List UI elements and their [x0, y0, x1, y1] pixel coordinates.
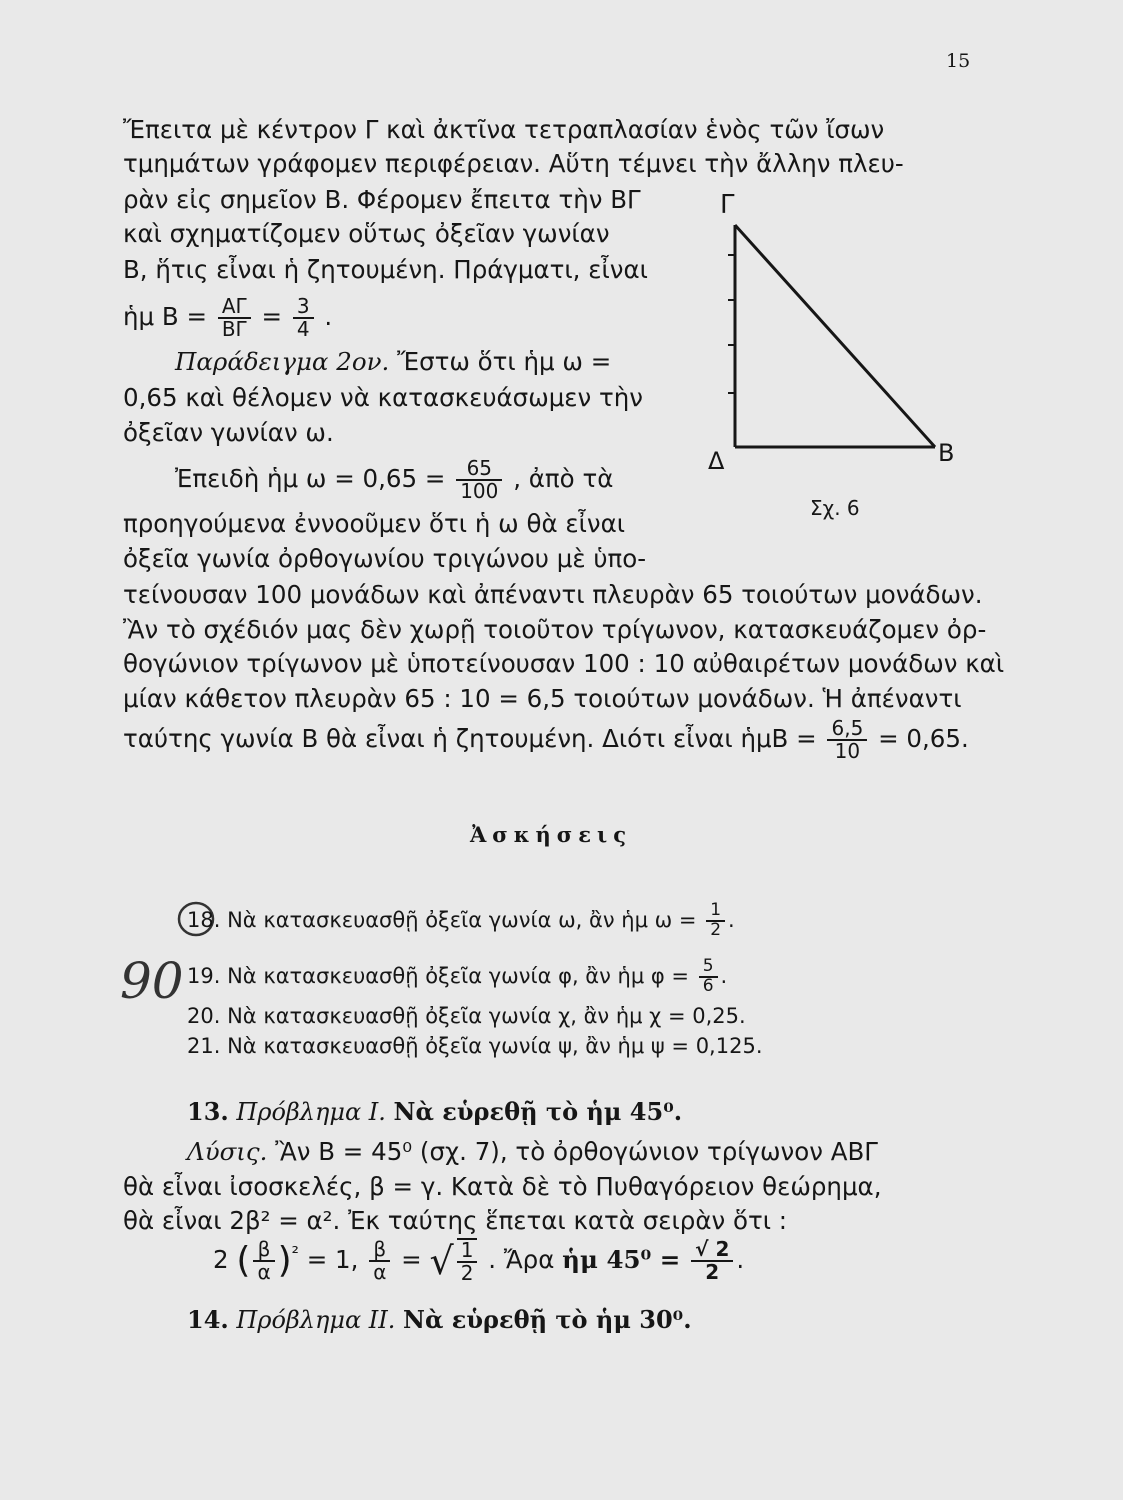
equals-one: = 1, — [306, 1245, 359, 1274]
exercise-text: Νὰ κατασκευασθῇ ὀξεῖα γωνία ω, ἂν ἡμ ω = — [227, 907, 697, 932]
exercise-text: Νὰ κατασκευασθῇ ὀξεῖα γωνία φ, ἂν ἡμ φ = — [227, 963, 690, 988]
denominator: ΒΓ — [221, 317, 247, 341]
example-line — [175, 347, 612, 376]
text-line: προηγούμενα ἐννοοῦμεν ὅτι ἡ ω θὰ εἶναι — [123, 509, 626, 538]
text-line: τμημάτων γράφομεν περιφέρειαν. Αὕτη τέμνει τὴν ἄλλην πλευ- — [123, 149, 904, 178]
text-line: Ἂν τὸ σχέδιόν μας δὲν χωρῇ τοιοῦτον τρίγωνον, κατασκευάζομεν ὀρ- — [123, 615, 987, 644]
exercise-item — [187, 958, 727, 996]
formula-prefix: Ἐπειδὴ ἡμ ω = 0,65 = — [175, 464, 446, 493]
example-label: Παράδειγμα 2ον. — [175, 347, 390, 376]
fraction — [706, 902, 725, 940]
numerator: 3 — [293, 296, 314, 319]
numerator: 1 — [706, 902, 725, 922]
fraction — [293, 296, 314, 340]
text-line: Β, ἥτις εἶναι ἡ ζητουμένη. Πράγματι, εἶναι — [123, 255, 648, 284]
formula-end: , ἀπὸ τὰ — [513, 464, 614, 493]
exercise-item — [187, 902, 735, 940]
text-line: θὰ εἶναι 2β² = α². Ἐκ ταύτης ἕπεται κατὰ σειρὰν ὅτι : — [123, 1206, 788, 1235]
fraction — [253, 1239, 274, 1283]
solution-text: Ἂν Β = 45⁰ (σχ. 7), τὸ ὀρθογώνιον τρίγωνον ΑΒΓ — [275, 1137, 878, 1166]
paren-open: ( — [236, 1240, 251, 1281]
example-text: Ἔστω ὅτι ἡμ ω = — [397, 347, 612, 376]
exercise-item — [187, 1036, 763, 1057]
fraction — [827, 718, 867, 762]
exercise-number: 20. — [187, 1004, 221, 1028]
formula-line — [175, 458, 613, 502]
fraction — [218, 296, 251, 340]
problem-label: Πρόβλημα II. — [236, 1306, 396, 1334]
fraction — [369, 1239, 390, 1283]
solution-line — [187, 1137, 878, 1166]
denominator: 2 — [460, 1261, 474, 1285]
exercise-number: 19. — [187, 963, 221, 988]
figure-caption: Σχ. 6 — [810, 496, 860, 520]
problem-number: 13. — [187, 1097, 229, 1126]
denominator: 6 — [702, 975, 714, 996]
numerator: 6,5 — [827, 718, 867, 741]
problem-title: Νὰ εὑρεθῇ τὸ ἡμ 30⁰. — [403, 1305, 692, 1334]
exercise-end: . — [720, 963, 728, 988]
exercise-number: 18. — [187, 907, 221, 932]
denominator: 2 — [710, 919, 722, 940]
formula-prefix: ἡμ Β = — [123, 302, 208, 331]
numerator: 5 — [699, 958, 718, 978]
problem-title: Νὰ εὑρεθῇ τὸ ἡμ 45⁰. — [393, 1097, 683, 1126]
numerator: β — [369, 1239, 390, 1262]
text-line: μίαν κάθετον πλευρὰν 65 : 10 = 6,5 τοιούτων μονάδων. Ἡ ἀπέναντι — [123, 684, 962, 713]
formula-line — [123, 718, 969, 762]
text-line: Ἔπειτα μὲ κέντρον Γ καὶ ἀκτῖνα τετραπλασίαν ἑνὸς τῶν ἴσων — [123, 115, 885, 144]
ara-text: . Ἄρα — [488, 1245, 555, 1274]
denominator: 10 — [834, 739, 861, 763]
vertex-label-top: Γ — [720, 190, 735, 220]
numerator: 1 — [457, 1240, 478, 1263]
numerator: √ 2 — [691, 1239, 733, 1262]
text-line: ὀξεῖαν γωνίαν ω. — [123, 418, 334, 447]
vertex-label-left: Δ — [708, 447, 725, 475]
exponent: ² — [291, 1242, 299, 1264]
text-line: θογώνιον τρίγωνον μὲ ὑποτείνουσαν 100 : 10 αὐθαιρέτων μονάδων καὶ — [123, 649, 1005, 678]
equals: = — [261, 302, 283, 331]
denominator: 2 — [705, 1260, 720, 1284]
denominator: α — [373, 1260, 387, 1284]
problem-label: Πρόβλημα I. — [236, 1098, 386, 1126]
triangle-hypotenuse — [735, 225, 935, 447]
formula-prefix: ταύτης γωνία Β θὰ εἶναι ἡ ζητουμένη. Διότι εἶναι ἡμΒ = — [123, 724, 817, 753]
exercise-item — [187, 1006, 746, 1027]
vertex-label-right: Β — [938, 439, 955, 467]
exercise-number: 21. — [187, 1034, 221, 1058]
triangle-figure — [700, 185, 980, 535]
coef: 2 — [213, 1245, 229, 1274]
fraction — [691, 1239, 733, 1283]
period: . — [324, 302, 333, 331]
fraction — [699, 958, 718, 996]
problem-heading — [187, 1097, 683, 1126]
problem-number: 14. — [187, 1305, 229, 1334]
exercise-text: Νὰ κατασκευασθῇ ὀξεῖα γωνία ψ, ἂν ἡμ ψ = 0,125. — [227, 1034, 763, 1058]
text-line: τείνουσαν 100 μονάδων καὶ ἀπέναντι πλευρὰν 65 τοιούτων μονάδων. — [123, 580, 983, 609]
text-line: 0,65 καὶ θέλομεν νὰ κατασκευάσωμεν τὴν — [123, 383, 643, 412]
page-number: 15 — [946, 50, 971, 72]
text-line: θὰ εἶναι ἰσοσκελές, β = γ. Κατὰ δὲ τὸ Πυθαγόρειον θεώρημα, — [123, 1172, 882, 1201]
exercise-text: Νὰ κατασκευασθῇ ὀξεῖα γωνία χ, ἂν ἡμ χ = 0,25. — [227, 1004, 746, 1028]
denominator: 4 — [296, 317, 310, 341]
formula-line — [213, 1238, 744, 1284]
solution-label: Λύσις. — [187, 1137, 268, 1166]
result-label: ἡμ 45⁰ = — [562, 1245, 681, 1274]
exercises-heading: Ἀσκήσεις — [470, 822, 632, 847]
text-line: ὀξεῖα γωνία ὀρθογωνίου τριγώνου μὲ ὑπο- — [123, 544, 647, 573]
numerator: ΑΓ — [218, 296, 251, 319]
numerator: 65 — [456, 458, 502, 481]
exercise-end: . — [728, 907, 735, 932]
formula-line — [123, 296, 332, 340]
formula-end: . — [736, 1245, 745, 1274]
formula-end: = 0,65. — [878, 724, 969, 753]
denominator: 100 — [460, 479, 499, 503]
handwritten-note: 90 — [120, 952, 184, 1010]
problem-heading — [187, 1305, 692, 1334]
equals: = — [401, 1245, 422, 1274]
radical-sign: √ — [429, 1239, 454, 1283]
denominator: α — [257, 1260, 271, 1284]
text-line: ρὰν εἰς σημεῖον Β. Φέρομεν ἔπειτα τὴν ΒΓ — [123, 185, 641, 214]
paren-close: ) — [277, 1240, 292, 1281]
fraction — [456, 458, 502, 502]
fraction — [457, 1238, 478, 1284]
text-line: καὶ σχηματίζομεν οὕτως ὀξεῖαν γωνίαν — [123, 219, 610, 248]
numerator: β — [253, 1239, 274, 1262]
